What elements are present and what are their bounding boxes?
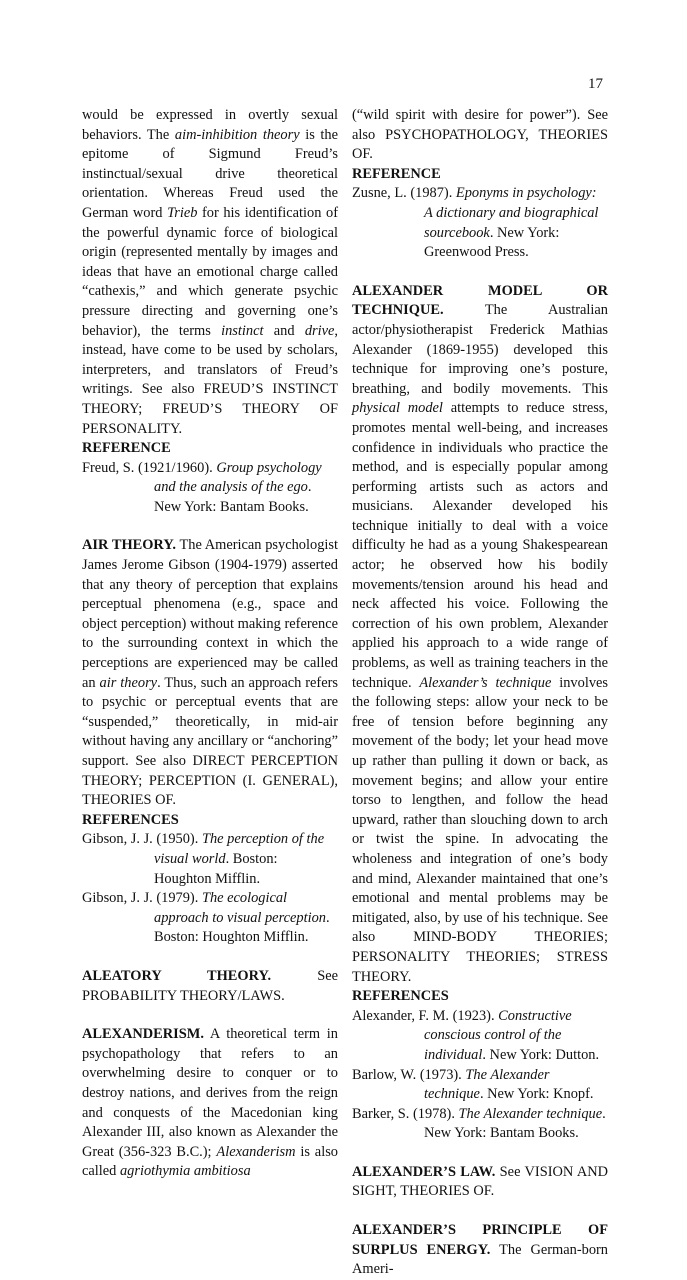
entry-air-theory <box>82 536 338 947</box>
paragraph: would be expressed in overtly sexual behaviors. The aim-inhibition theory is the epitome of Sigmund Freud’s instinctual/sexual drive theoretical orientation. Whereas Freud used the German word Trieb for his identification of the powerful dynamic force of biological origin (represented mentally by images and ideas that have an emotional charge called “cathexis,” and which generate psychic pressure directing and governing one’s behavior), the terms instinct and drive, instead, have come to be used by scholars, interpreters, and translators of Freud’s writings. See also FREUD’S INSTINCT THEORY; FREUD’S THEORY OF PERSONALITY. <box>82 107 338 437</box>
reference-item: Zusne, L. (1987). Eponyms in psychology: A dictionary and biographical sourcebook. New York: Greenwood Press. <box>352 185 599 261</box>
reference-item: Barker, S. (1978). The Alexander technique. New York: Bantam Books. <box>352 1105 606 1142</box>
references-heading: REFERENCES <box>82 811 179 828</box>
left-column <box>82 106 338 1182</box>
reference-item: Alexander, F. M. (1923). Constructive conscious control of the individual. New York: Dutton. <box>352 1007 600 1063</box>
paragraph: ALEXANDER’S LAW. See VISION AND SIGHT, THEORIES OF. <box>352 1163 608 1200</box>
paragraph: (“wild spirit with desire for power”). See also PSYCHOPATHOLOGY, THEORIES OF. <box>352 107 608 163</box>
page-number: 17 <box>588 76 603 92</box>
paragraph: ALEXANDERISM. A theoretical term in psychopathology that refers to an overwhelming desire to conquer or to destroy nations, and derives from the reign and conquests of the Macedonian king Alexander III, also known as Alexander the Great (356-323 B.C.); Alexanderism is also called agriothymia ambitiosa <box>82 1026 338 1180</box>
references-heading: REFERENCE <box>82 440 171 457</box>
reference-item: Freud, S. (1921/1960). Group psychology and the analysis of the ego. New York: Bantam Books. <box>82 459 322 515</box>
headword: AIR THEORY. <box>82 537 176 554</box>
references-heading: REFERENCES <box>352 988 449 1005</box>
paragraph: ALEXANDER MODEL OR TECHNIQUE. The Australian actor/physiotherapist Frederick Mathias Alexander (1869-1955) developed this technique for improving one’s posture, breathing, and bodily movements. This physical model attempts to reduce stress, promotes mental well-being, and increases confidence in individuals who practice the method, and is especially popular among performing artists such as actors and musicians. Alexander developed his technique initially to deal with a voice difficulty he had as a young Shakespearean actor; he observed how his bodily movements/tension around his head and neck affected his voice. Following the correction of his own problem, Alexander applied his approach to a wide range of problems, as well as training teachers in the technique. Alexander’s technique involves the following steps: allow your neck to be free of tension before beginning any movement of the body; let your head move up rather than pulling it down or back, as movement begins; and allow your entire torso to lengthen, and follow the head upward, rather than slouching down to arch or twist the spine. In advocating the wholeness and integration of one’s body and mind, Alexander maintained that one’s emotional and mental problems may be mitigated, also, by use of his technique. See also MIND-BODY THEORIES; PERSONALITY THEORIES; STRESS THEORY. <box>352 282 609 985</box>
entry-surplus-energy <box>352 1221 608 1280</box>
headword: ALEXANDERISM. <box>82 1026 204 1043</box>
reference-item: Gibson, J. J. (1979). The ecological approach to visual perception. Boston: Houghton Mifflin. <box>82 890 330 946</box>
right-column <box>352 106 608 1280</box>
entry-alexanderism-continued <box>352 106 608 263</box>
references-heading: REFERENCE <box>352 165 441 182</box>
headword: ALEXANDER MODEL OR TECHNIQUE. <box>352 282 608 319</box>
paragraph: ALEXANDER’S PRINCIPLE OF SURPLUS ENERGY. The German-born Ameri- <box>352 1222 609 1278</box>
headword: ALEXANDER’S LAW. <box>352 1163 496 1180</box>
headword: ALEXANDER’S PRINCIPLE OF SURPLUS ENERGY. <box>352 1222 608 1258</box>
paragraph: AIR THEORY. The American psychologist James Jerome Gibson (1904-1979) asserted that any theory of perception that explains perceptual phenomena (e.g., space and object perception) without making reference to the surrounding context in which the perceptions are experienced may be called an air theory. Thus, such an approach refers to psychic or perceptual events that are “suspended,” theoretically, in mid-air without having any ancillary or “anchoring” support. See also DIRECT PERCEPTION THEORY; PERCEPTION (I. GENERAL), THEORIES OF. <box>82 537 339 809</box>
entry-alexanders-law <box>352 1163 608 1202</box>
headword: ALEATORY THEORY. <box>82 967 272 984</box>
entry-alexander-model <box>352 282 608 1144</box>
paragraph: ALEATORY THEORY. See PROBABILITY THEORY/LAWS. <box>82 967 338 1004</box>
reference-item: Barlow, W. (1973). The Alexander technique. New York: Knopf. <box>352 1066 594 1103</box>
reference-item: Gibson, J. J. (1950). The perception of the visual world. Boston: Houghton Mifflin. <box>82 831 325 887</box>
entry-alexanderism <box>82 1025 338 1182</box>
entry-aleatory-theory <box>82 967 338 1006</box>
entry-aim-inhibition-continued <box>82 106 338 517</box>
